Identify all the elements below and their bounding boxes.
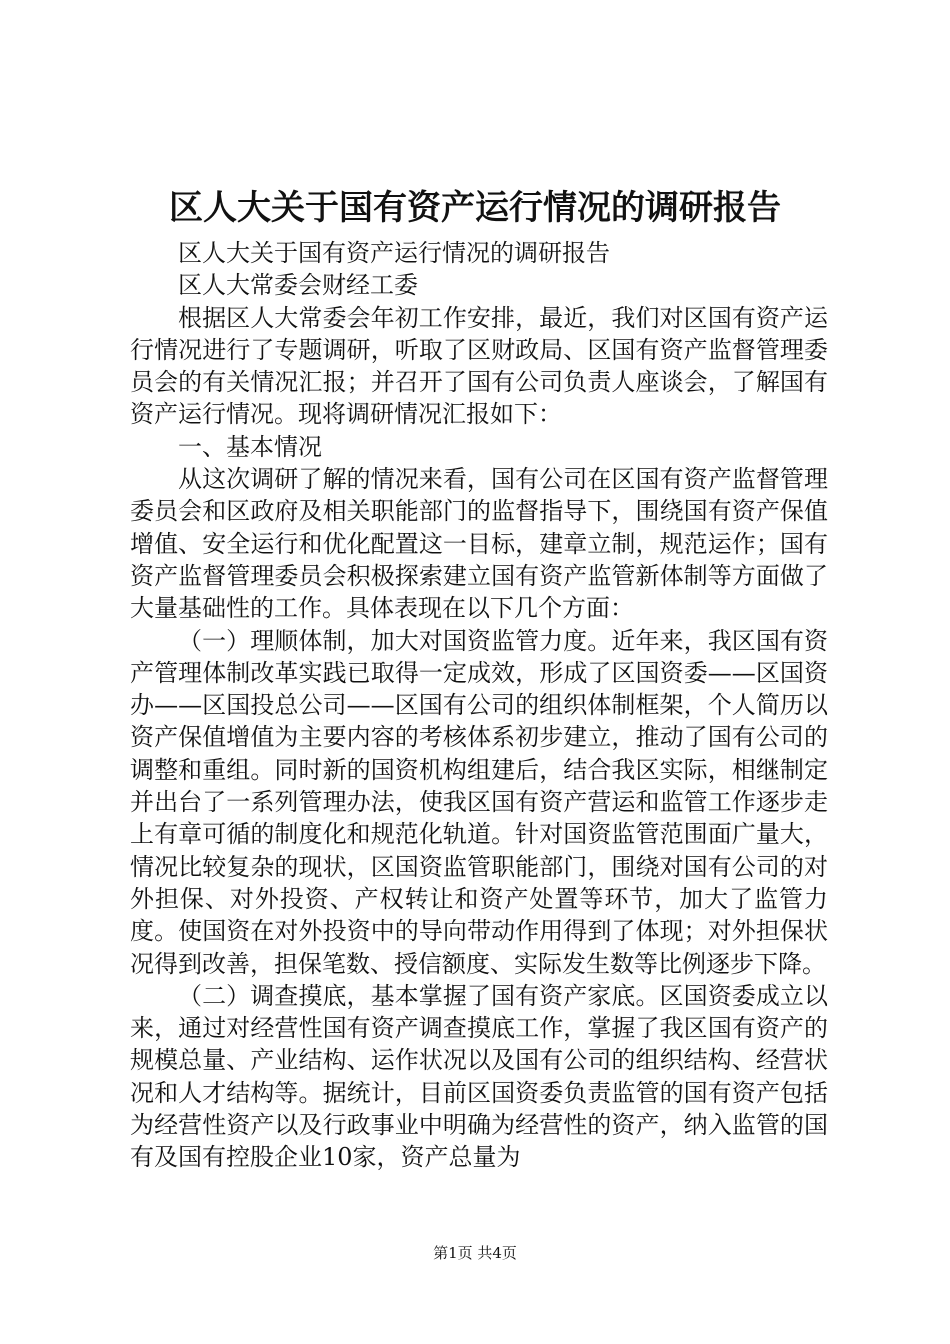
- page-footer: 第1页 共4页: [433, 1244, 517, 1262]
- document-body: [130, 237, 828, 1174]
- paragraph-point-1: （一）理顺体制，加大对国资监管力度。近年来，我区国有资产管理体制改革实践已取得一定成效，形成了区国资委——区国资办——区国投总公司——区国有公司的组织体制框架，个人简历以资产保值增值为主要内容的考核体系初步建立，推动了国有公司的调整和重组。同时新的国资机构组建后，结合我区实际，相继制定并出台了一系列管理办法，使我区国有资产营运和监管工作逐步走上有章可循的制度化和规范化轨道。针对国资监管范围面广量大，情况比较复杂的现状，区国资监管职能部门，围绕对国有公司的对外担保、对外投资、产权转让和资产处置等环节，加大了监管力度。使国资在对外投资中的导向带动作用得到了体现；对外担保状况得到改善，担保笔数、授信额度、实际发生数等比例逐步下降。: [130, 626, 828, 978]
- paragraph-intro: 根据区人大常委会年初工作安排，最近，我们对区国有资产运行情况进行了专题调研，听取了区财政局、区国有资产监督管理委员会的有关情况汇报；并召开了国有公司负责人座谈会，了解国有资产运行情况。现将调研情况汇报如下：: [130, 303, 828, 429]
- paragraph-subtitle: 区人大关于国有资产运行情况的调研报告: [178, 239, 610, 267]
- paragraph-author: 区人大常委会财经工委: [178, 271, 418, 300]
- paragraph-overview: 从这次调研了解的情况来看，国有公司在区国有资产监督管理委员会和区政府及相关职能部门的监督指导下，围绕国有资产保值增值、安全运行和优化配置这一目标，建章立制，规范运作；国有资产监督管理委员会积极探索建立国有资产监管新体制等方面做了大量基础性的工作。具体表现在以下几个方面：: [130, 465, 828, 623]
- document-title: 区人大关于国有资产运行情况的调研报告: [169, 188, 781, 228]
- section-heading-basic: 一、基本情况: [178, 432, 322, 461]
- paragraph-point-2: （二）调查摸底，基本掌握了国有资产家底。区国资委成立以来，通过对经营性国有资产调查摸底工作，掌握了我区国有资产的规模总量、产业结构、运作状况以及国有公司的组织结构、经营状况和人才结构等。据统计，目前区国资委负责监管的国有资产包括为经营性资产以及行政事业中明确为经营性的资产，纳入监管的国有及国有控股企业10家，资产总量为: [130, 981, 828, 1172]
